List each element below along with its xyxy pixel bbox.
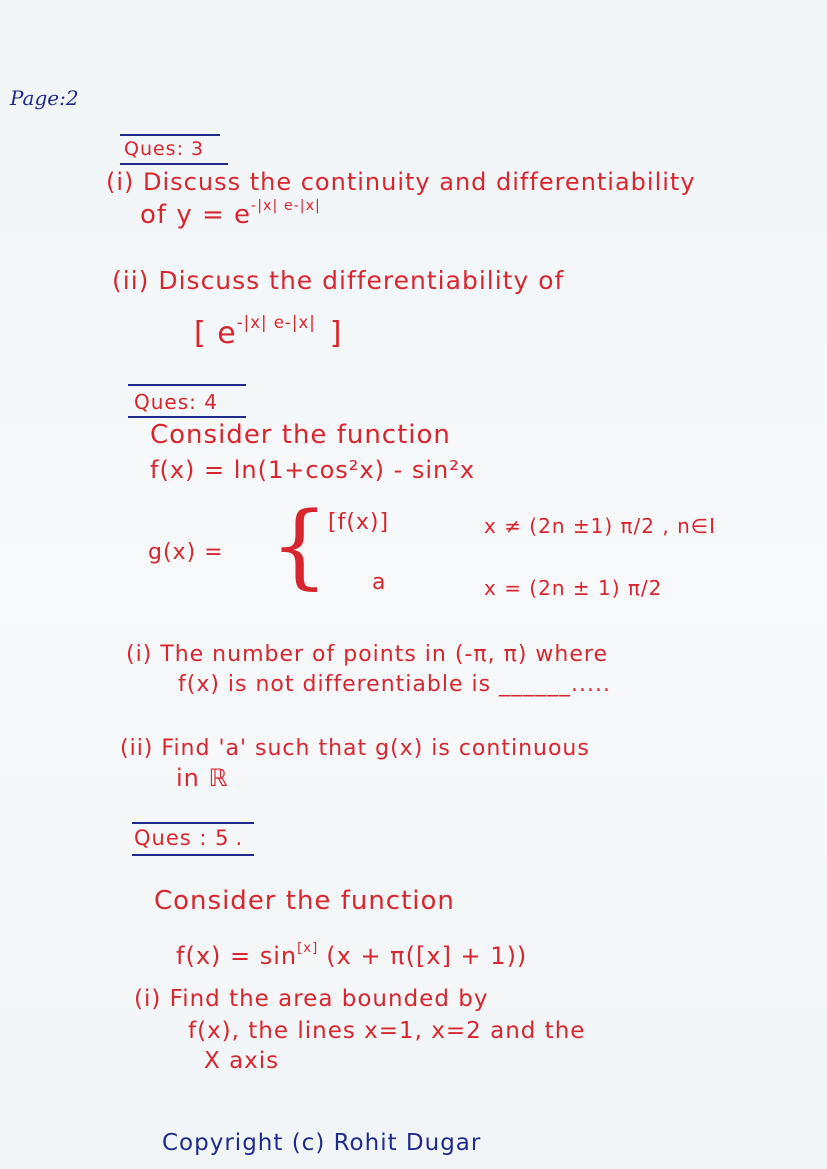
copyright-footer: Copyright (c) Rohit Dugar	[162, 1130, 482, 1156]
q5-heading-dot: .	[235, 826, 244, 850]
q3-part1-exponent: -|x| e-|x|	[251, 198, 321, 215]
q3-heading-rule-bottom	[120, 163, 228, 165]
q4-gx-label: g(x) =	[148, 540, 224, 565]
q5-heading-rule-top	[132, 822, 254, 824]
q5-fx-prefix: f(x) = sin	[176, 942, 298, 970]
q5-heading-text: Ques : 5	[134, 826, 230, 850]
q5-fx	[176, 942, 527, 970]
q4-part1-line2: f(x) is not differentiable is ______.....	[178, 672, 612, 697]
q4-heading: Ques: 4	[134, 390, 218, 414]
q3-part1-line2	[140, 200, 321, 230]
q4-piecewise-brace: {	[270, 492, 329, 599]
q4-part2-line2: in ℝ	[176, 764, 229, 792]
q5-line1: Consider the function	[154, 886, 455, 916]
q4-part2-line1: (ii) Find 'a' such that g(x) is continuous	[120, 736, 590, 761]
page-label: Page:2	[10, 86, 79, 110]
q5-fx-exponent: [x]	[297, 941, 319, 957]
q4-part1-line1: (i) The number of points in (-π, π) where	[126, 642, 608, 667]
q4-case2-value: a	[372, 570, 387, 595]
q5-fx-suffix: (x + π([x] + 1))	[326, 942, 528, 970]
q3-part2-close: ]	[329, 316, 343, 351]
q4-case2-condition: x = (2n ± 1) π/2	[484, 576, 663, 600]
q3-heading-rule-top	[120, 134, 220, 136]
q5-heading	[134, 826, 243, 850]
q4-heading-rule-bottom	[128, 416, 246, 418]
q4-case1-value: [f(x)]	[328, 510, 390, 535]
q5-part1-line2: f(x), the lines x=1, x=2 and the	[188, 1018, 586, 1044]
q4-case1-condition: x ≠ (2n ±1) π/2 , n∈I	[484, 514, 717, 538]
q3-part2-line1: (ii) Discuss the differentiability of	[112, 266, 565, 295]
q3-heading: Ques: 3	[124, 138, 205, 160]
q3-part2-exponent: -|x| e-|x|	[236, 313, 316, 333]
q4-heading-rule-top	[128, 384, 246, 386]
q4-fx: f(x) = ln(1+cos²x) - sin²x	[150, 456, 476, 484]
q5-heading-rule-bottom	[132, 854, 254, 856]
q5-part1-line1: (i) Find the area bounded by	[134, 986, 489, 1012]
q4-line1: Consider the function	[150, 420, 451, 450]
q3-part2-open: [ e	[194, 316, 237, 351]
q5-part1-line3: X axis	[204, 1048, 280, 1074]
q3-part2-expr	[194, 313, 343, 351]
q3-part1-line1: (i) Discuss the continuity and differentiability	[106, 168, 696, 196]
q3-part1-expr: of y = e	[140, 200, 252, 230]
